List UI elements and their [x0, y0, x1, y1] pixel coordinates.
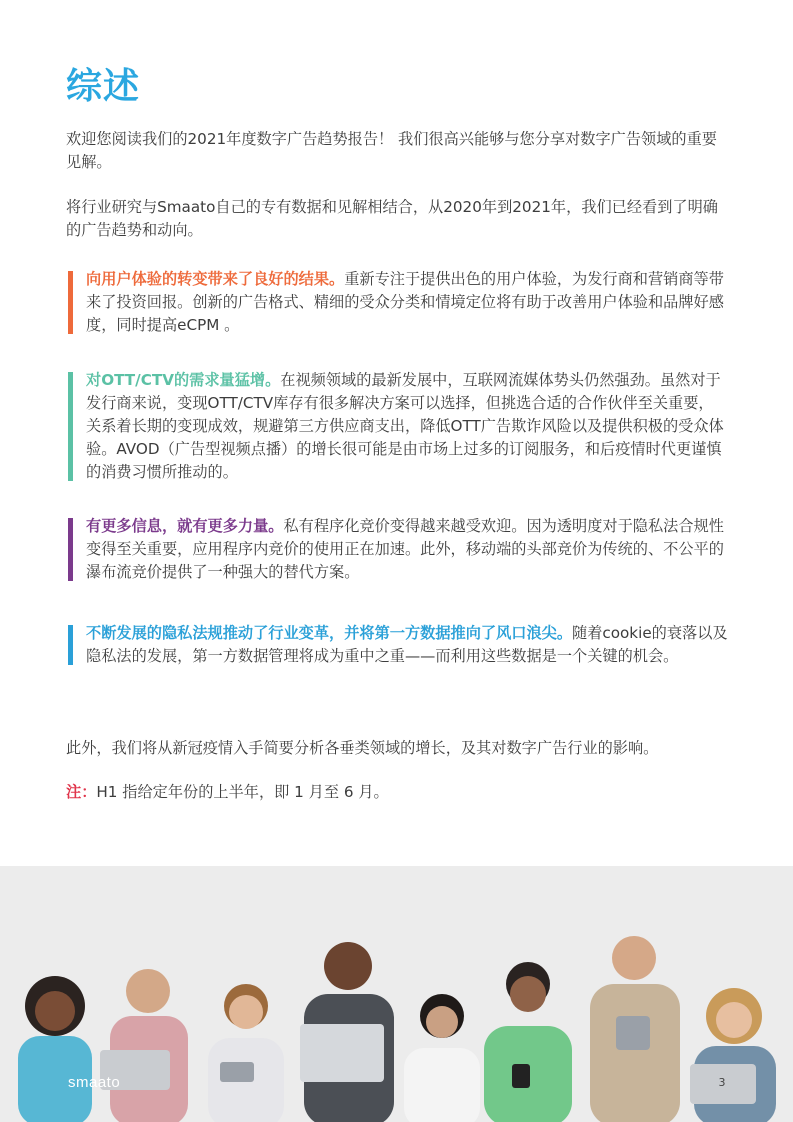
page-number: 3 — [718, 1076, 726, 1089]
callout-accent-bar — [68, 518, 73, 581]
footnote-label: 注： — [66, 783, 97, 801]
callout-ott-ctv — [66, 369, 728, 484]
callout-body: 私有程序化竞价变得越来越受欢迎。因为透明度对于隐私法合规性变得至关重要，应用程序内竞价的使用正在加速。此外，移动端的头部竞价为传统的、不公平的瀑布流竞价提供了一种强大的替代方案。 — [86, 517, 724, 581]
callout-text — [86, 268, 728, 337]
smaato-logo: smaato — [68, 1074, 121, 1091]
callout-more-information — [66, 515, 728, 584]
callout-body: 重新专注于提供出色的用户体验，为发行商和营销商等带来了投资回报。创新的广告格式、精细的受众分类和情境定位将有助于改善用户体验和品牌好感度，同时提高eCPM 。 — [86, 270, 724, 334]
intro-paragraph: 欢迎您阅读我们的2021年度数字广告趋势报告！ 我们很高兴能够与您分享对数字广告领域的重要见解。 — [66, 130, 717, 171]
callout-accent-bar — [68, 625, 73, 665]
callout-body: 在视频领域的最新发展中，互联网流媒体势头仍然强劲。虽然对于发行商来说，变现OTT/CTV库存有很多解决方案可以选择，但挑选合适的合作伙伴至关重要，关系着长期的变现成效，规避第三方供应商支出，降低OTT广告欺诈风险以及提供积极的受众体验。AVOD（广告型视频点播）的增长很可能是由市场上过多的订阅服务，和后疫情时代更谨慎的消费习惯所推动的。 — [86, 371, 724, 481]
closing-paragraph: 此外，我们将从新冠疫情入手简要分析各垂类领域的增长，及其对数字广告行业的影响。 — [66, 739, 659, 757]
footnote — [66, 781, 728, 804]
callout-privacy-regulation — [66, 622, 728, 668]
page-title: 综述 — [66, 66, 141, 107]
callout-accent-bar — [68, 271, 73, 334]
callout-body: 随着cookie的衰落以及隐私法的发展，第一方数据管理将成为重中之重——而利用这些数据是一个关键的机会。 — [86, 624, 728, 665]
callout-text — [86, 622, 728, 668]
callout-lead: 不断发展的隐私法规推动了行业变革，并将第一方数据推向了风口浪尖。 — [86, 624, 572, 642]
callout-lead: 对OTT/CTV的需求量猛增。 — [86, 371, 281, 389]
callout-text — [86, 515, 728, 584]
person-figure — [18, 976, 92, 1122]
callout-lead: 有更多信息，就有更多力量。 — [86, 517, 284, 535]
callout-user-experience — [66, 268, 728, 337]
callout-lead: 向用户体验的转变带来了良好的结果。 — [86, 270, 345, 288]
footnote-text: H1 指给定年份的上半年，即 1 月至 6 月。 — [96, 783, 389, 801]
callout-accent-bar — [68, 372, 73, 481]
callout-text — [86, 369, 728, 484]
intro-paragraph-2: 将行业研究与Smaato自己的专有数据和见解相结合，从2020年到2021年，我们已经看到了明确的广告趋势和动向。 — [66, 198, 718, 239]
